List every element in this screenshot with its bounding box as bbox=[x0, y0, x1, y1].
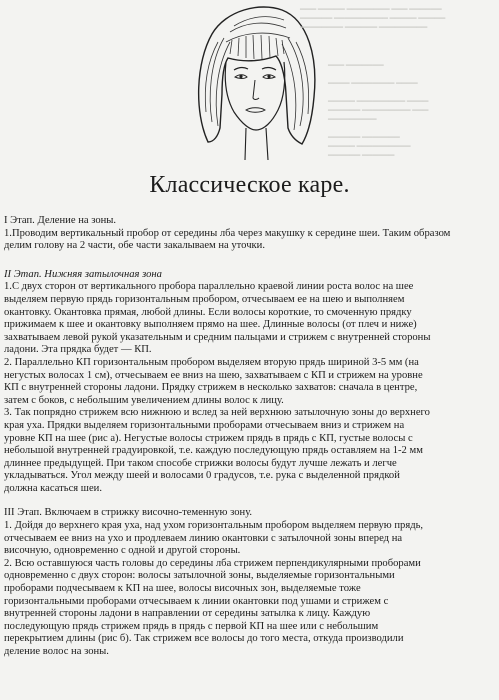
stage-3-line: одновременно с двух сторон: волосы затылочной зоны, выделяемые горизонтальными bbox=[4, 570, 395, 582]
stage-3-line: деление волос на зоны. bbox=[4, 646, 109, 657]
bleed-through-text-top: ▁▁▁ ▁▁▁▁▁ ▁▁▁▁▁▁▁▁ ▁▁▁ ▁▁▁▁▁▁ ▁▁▁▁▁▁ ▁▁▁▁▁▁▁▁▁▁ ▁▁▁▁▁ ▁▁▁▁▁ ▁▁▁▁▁▁▁▁ ▁▁▁▁▁▁ ▁▁▁▁▁▁▁▁▁ bbox=[300, 2, 446, 28]
stage-2-line: 1.С двух сторон от вертикального пробора параллельно краевой линии роста волос на шее bbox=[4, 281, 414, 293]
bleed-through-text-right: ▁▁▁ ▁▁▁▁▁▁▁ ▁▁▁▁ ▁▁▁▁▁▁▁▁ ▁▁▁▁ ▁▁▁▁▁ ▁▁▁▁▁▁▁▁▁ ▁▁▁▁ ▁▁▁▁▁▁ ▁▁▁▁▁▁▁▁▁ ▁▁▁ ▁▁▁▁▁▁▁▁▁ ▁▁▁▁▁▁ ▁▁▁▁▁▁▁ ▁▁▁▁▁ ▁▁▁▁▁▁▁▁▁▁ ▁▁▁▁▁▁ ▁▁▁▁▁▁ bbox=[328, 58, 429, 156]
stage-3-line: последующую прядь стрижем прядь в прядь с первой КП на шее или с небольшим bbox=[4, 620, 379, 632]
stage-1-heading: I Этап. Деление на зоны. bbox=[4, 215, 117, 226]
document-body bbox=[4, 215, 495, 661]
stage-2-line: ладони. Эта прядка будет — КП. bbox=[4, 344, 152, 356]
stage-1-line: делим голову на 2 части, обе части закалываем на уточки. bbox=[4, 240, 265, 252]
stage-2-heading: II Этап. Нижняя затылочная зона bbox=[4, 268, 162, 280]
stage-3-line: горизонтальными проборами отчесываем к линии окантовки под ушами и стрижем с bbox=[4, 595, 389, 607]
stage-3-line: 1. Дойдя до верхнего края уха, над ухом горизонтальным пробором выделяем первую прядь, bbox=[4, 520, 424, 532]
stage-2-line: 3. Так попрядно стрижем всю нижнюю и вслед за ней верхнюю затылочную зоны до верхнего bbox=[4, 407, 430, 419]
stage-3-line: перекрытием длины (рис б). Так стрижем все волосы до того места, откуда производили bbox=[4, 633, 404, 645]
stage-2-line: КП с внутренней стороны ладони. Прядку стрижем в несколько захватов: сначала в центре, bbox=[4, 382, 418, 394]
stage-3-heading: III Этап. Включаем в стрижку височно-теменную зону. bbox=[4, 507, 253, 519]
stage-3-line: проборами подчесываем к КП на шее, волосы височных зон, выделяемые тоже bbox=[4, 583, 361, 595]
stage-1-line: 1.Проводим вертикальный пробор от середины лба через макушку к середине шеи. Таким образом bbox=[4, 227, 451, 239]
stage-2-line: захватываем левой рукой указательным и средним пальцами и стрижем с внутренней стороны bbox=[4, 331, 431, 343]
stage-1-section bbox=[4, 215, 495, 253]
stage-2-line: затем с боков, с небольшим увеличением длины волос к лицу. bbox=[4, 394, 284, 406]
stage-3-line: внутренней стороны ладони в направлении от середины затылка к лицу. Каждую bbox=[4, 608, 371, 620]
stage-2-line: уровне КП на шее (рис а). Негустые волосы стрижем прядь в прядь с КП, густые волосы с bbox=[4, 432, 413, 444]
stage-2-line: прижимаем к шее и окантовку выполняем прямо на шее. Длинные волосы (от плеч и ниже) bbox=[4, 319, 417, 331]
stage-3-line: височную, одновременно с одной и другой стороны. bbox=[4, 545, 241, 557]
stage-3-line: 2. Всю оставшуюся часть головы до середины лба стрижем перпендикулярными проборами bbox=[4, 557, 421, 569]
stage-2-line: длиннее предыдущей. При таком способе стрижки волосы будут лучше лежать и легче bbox=[4, 457, 397, 469]
stage-3-section bbox=[4, 507, 495, 658]
stage-2-line: небольшой внутренней градуировкой, т.е. каждую последующую прядь оставляем на 1-2 мм bbox=[4, 445, 423, 457]
stage-2-line: 2. Параллельно КП горизонтальным пробором выделяем вторую прядь шириной 3-5 мм (на bbox=[4, 356, 419, 368]
document-title: Классическое каре. bbox=[149, 172, 350, 198]
stage-2-line: выделяем первую прядь горизонтальным пробором, отчесываем ее на шею и выполняем bbox=[4, 293, 405, 305]
stage-3-line: отчесываем ее вниз на ухо и продлеваем линию окантовки с затылочной зоны вперед на bbox=[4, 532, 403, 544]
stage-2-line: негустых волосах 1 см), отчесываем ее вниз на шею, захватываем с КП и стрижем на уровне bbox=[4, 369, 423, 381]
stage-2-section bbox=[4, 269, 495, 496]
stage-2-line: должна касаться шеи. bbox=[4, 482, 102, 494]
stage-2-line: укладываться. Угол между шеей и волосами 0 градусов, т.е. рука с выделенной прядкой bbox=[4, 470, 400, 482]
stage-2-line: края уха. Прядки выделяем горизонтальными проборами отчесываем вниз и стрижем на bbox=[4, 419, 405, 431]
stage-2-line: окантовку. Окантовка прямая, любой длины. Если волосы короткие, то смоченную прядку bbox=[4, 306, 412, 318]
